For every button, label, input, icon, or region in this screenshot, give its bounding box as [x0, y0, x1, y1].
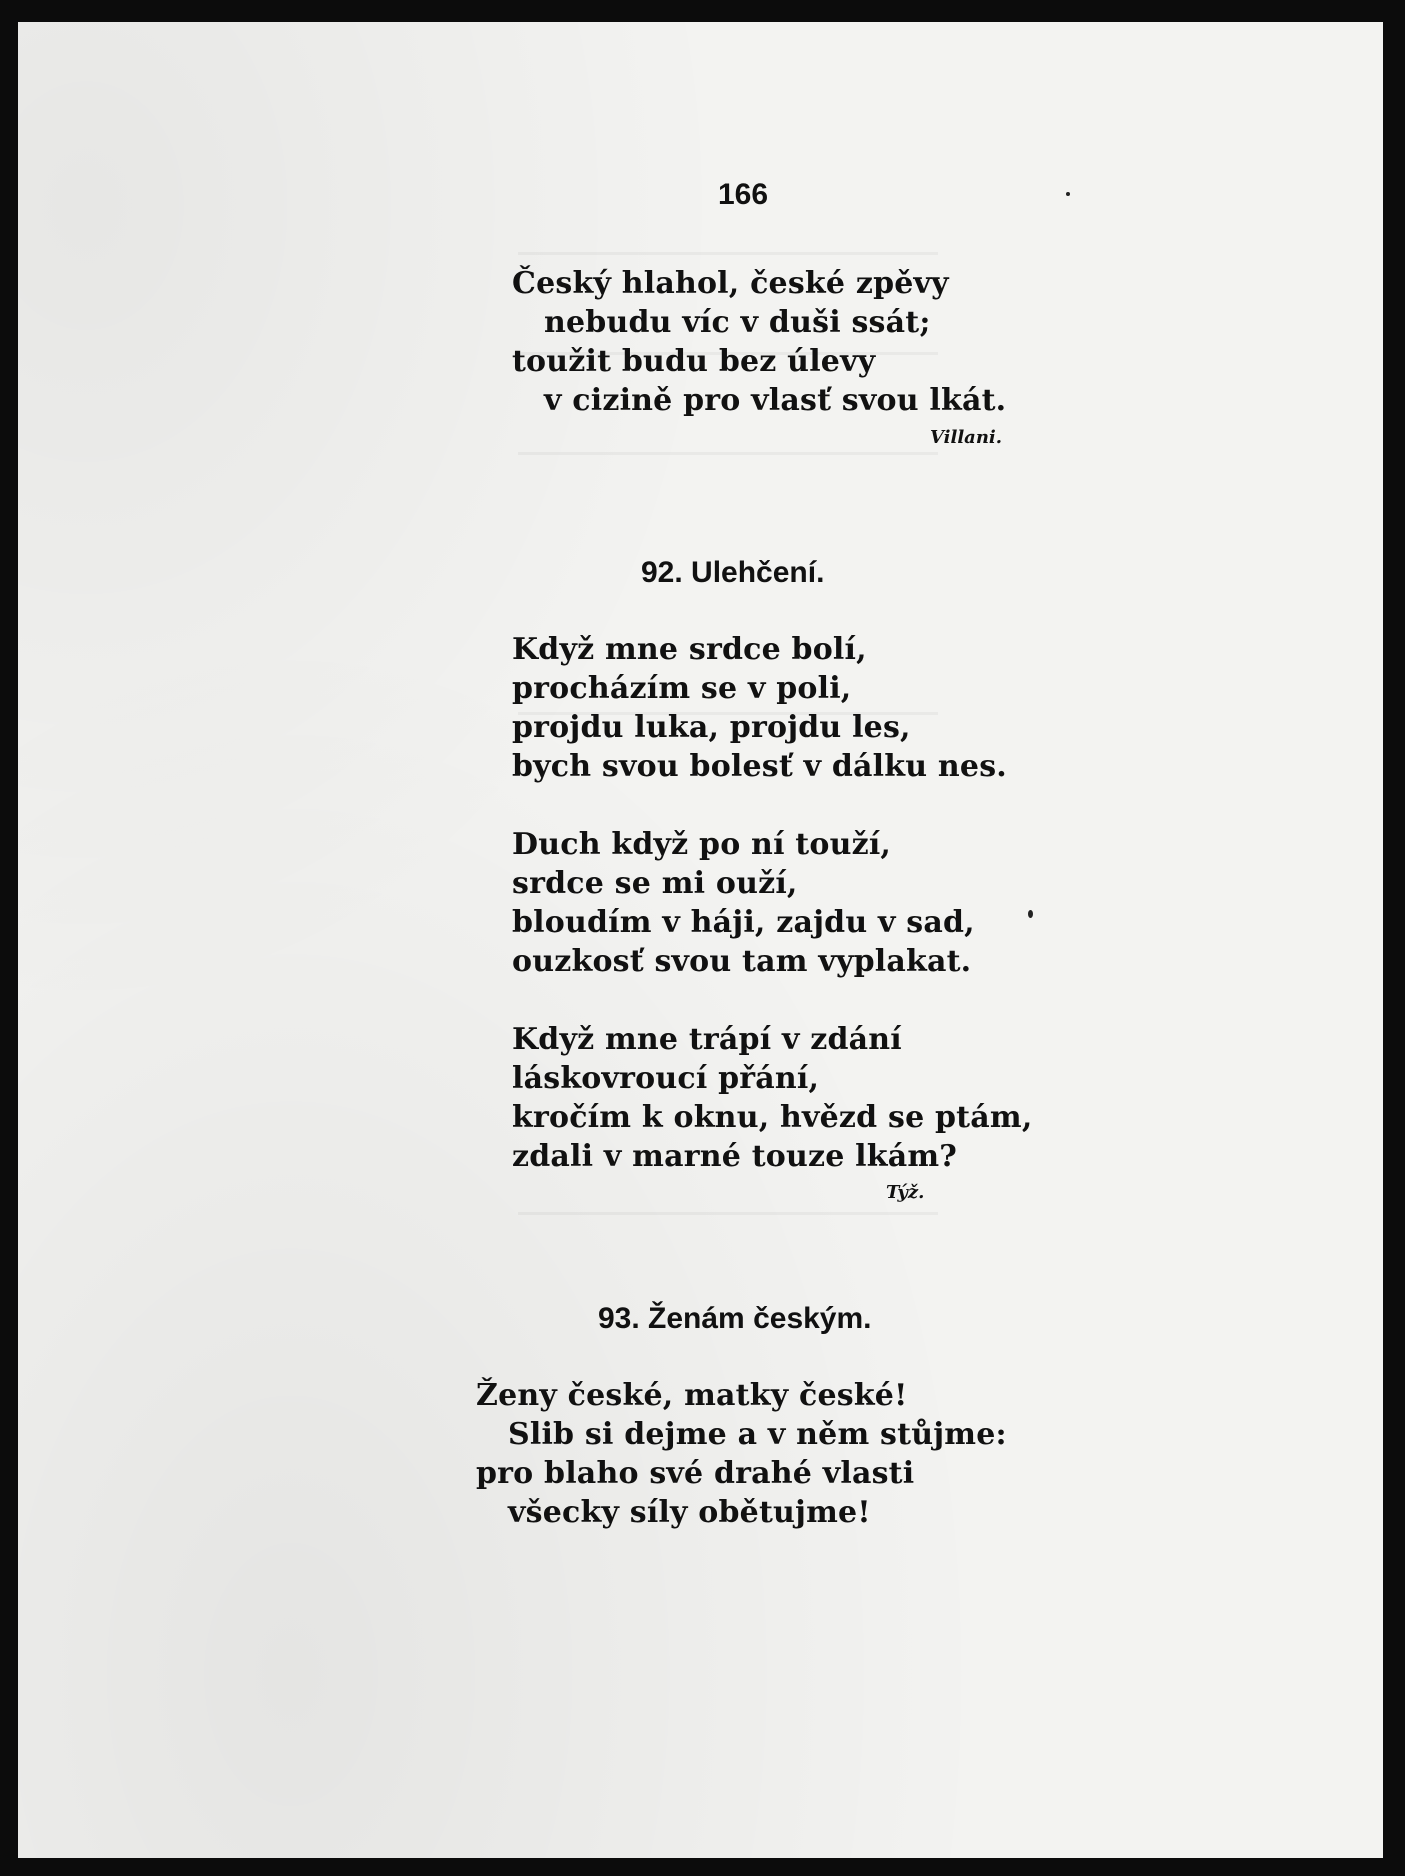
poem-line: láskovroucí přání, — [512, 1061, 820, 1096]
poem-line: Když mne trápí v zdání — [512, 1022, 902, 1057]
poem-line: projdu luka, projdu les, — [512, 710, 911, 745]
ink-speck — [1066, 192, 1070, 196]
ink-speck — [1028, 910, 1033, 918]
poem-line: Český hlahol, české zpěvy — [512, 266, 949, 301]
poem-line: zdali v marné touze lkám? — [512, 1139, 958, 1174]
poem-line: Ženy české, matky české! — [476, 1378, 908, 1413]
poem-line: bych svou bolesť v dálku nes. — [512, 749, 1007, 784]
poem-title: 92. Ulehčení. — [641, 556, 825, 589]
page-number: 166 — [718, 178, 769, 211]
poem-line: pro blaho své drahé vlasti — [476, 1456, 915, 1491]
poem-line: ouzkosť svou tam vyplakat. — [512, 944, 972, 979]
attribution: Týž. — [886, 1182, 925, 1203]
poem-line: Když mne srdce bolí, — [512, 632, 867, 667]
poem-line: všecky síly obětujme! — [508, 1495, 871, 1530]
poem-line: kročím k oknu, hvězd se ptám, — [512, 1100, 1033, 1135]
poem-line: Duch když po ní touží, — [512, 827, 892, 862]
poem-line: bloudím v háji, zajdu v sad, — [512, 905, 975, 940]
poem-line: nebudu víc v duši ssát; — [544, 305, 931, 340]
poem-line: toužit budu bez úlevy — [512, 344, 876, 379]
book-page — [18, 22, 1383, 1858]
bleed-through-mark — [518, 1212, 938, 1215]
attribution: Villani. — [930, 427, 1003, 448]
bleed-through-mark — [518, 252, 938, 255]
poem-line: v cizině pro vlasť svou lkát. — [544, 383, 1007, 418]
bleed-through-mark — [518, 452, 938, 455]
poem-line: procházím se v poli, — [512, 671, 852, 706]
poem-line: Slib si dejme a v něm stůjme: — [508, 1417, 1007, 1452]
poem-line: srdce se mi ouží, — [512, 866, 798, 901]
poem-title: 93. Ženám českým. — [598, 1302, 872, 1335]
